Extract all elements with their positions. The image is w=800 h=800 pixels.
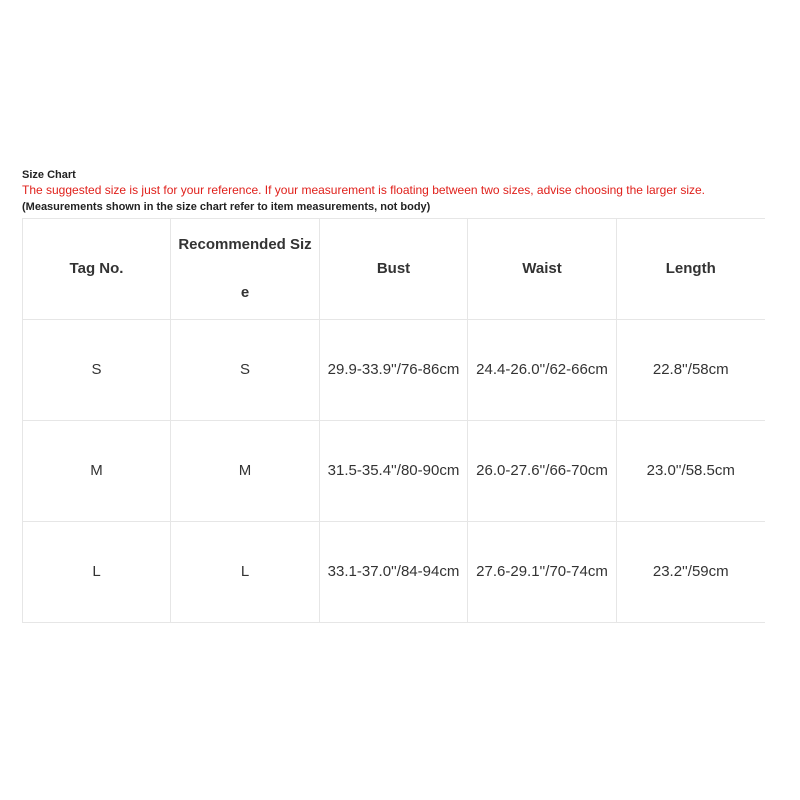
cell-recommended: L (171, 522, 320, 623)
cell-recommended: M (171, 421, 320, 522)
cell-bust: 31.5-35.4''/80-90cm (320, 421, 468, 522)
cell-waist: 26.0-27.6''/66-70cm (468, 421, 617, 522)
cell-length: 22.8''/58cm (617, 320, 765, 421)
size-notice: The suggested size is just for your reference. If your measurement is floating between two sizes, advise choosing the larger size. (22, 183, 706, 197)
size-chart-title: Size Chart (22, 169, 76, 181)
cell-tag: M (23, 421, 171, 522)
cell-bust: 33.1-37.0''/84-94cm (320, 522, 468, 623)
header-recommended-size: Recommended Size (171, 219, 320, 320)
size-chart-section (22, 168, 764, 623)
cell-waist: 27.6-29.1''/70-74cm (468, 522, 617, 623)
header-waist: Waist (468, 219, 617, 320)
size-table (22, 218, 765, 623)
table-row (23, 421, 765, 522)
cell-tag: L (23, 522, 171, 623)
table-row (23, 320, 765, 421)
cell-bust: 29.9-33.9''/76-86cm (320, 320, 468, 421)
measurement-note: (Measurements shown in the size chart refer to item measurements, not body) (22, 201, 431, 213)
cell-length: 23.2''/59cm (617, 522, 765, 623)
header-tag-no: Tag No. (23, 219, 171, 320)
table-row (23, 522, 765, 623)
header-length: Length (617, 219, 765, 320)
cell-length: 23.0''/58.5cm (617, 421, 765, 522)
cell-tag: S (23, 320, 171, 421)
cell-recommended: S (171, 320, 320, 421)
cell-waist: 24.4-26.0''/62-66cm (468, 320, 617, 421)
table-header-row (23, 219, 765, 320)
header-bust: Bust (320, 219, 468, 320)
